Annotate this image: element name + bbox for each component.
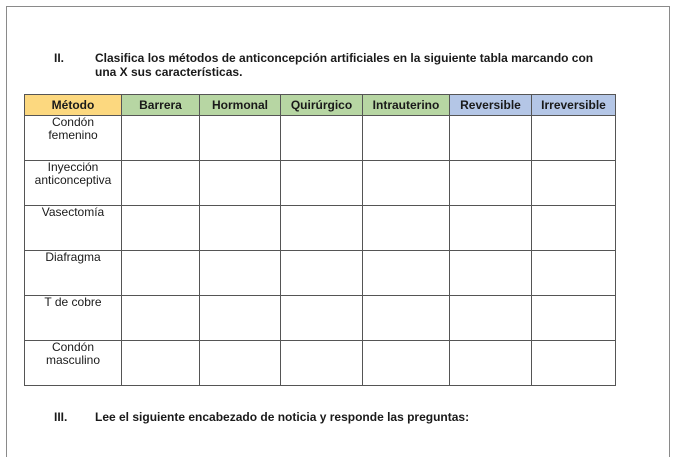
mark-cell[interactable] — [281, 161, 363, 206]
mark-cell[interactable] — [532, 206, 616, 251]
row-label — [25, 161, 122, 206]
row-label-text: Condón femenino — [48, 115, 98, 142]
mark-cell[interactable] — [532, 296, 616, 341]
table-row — [25, 251, 616, 296]
mark-cell[interactable] — [450, 341, 532, 386]
row-label-text: Diafragma — [45, 250, 101, 264]
header-irreversible: Irreversible — [532, 95, 616, 116]
mark-cell[interactable] — [450, 296, 532, 341]
header-intrauterino: Intrauterino — [363, 95, 450, 116]
mark-cell[interactable] — [532, 116, 616, 161]
mark-cell[interactable] — [200, 296, 281, 341]
mark-cell[interactable] — [281, 116, 363, 161]
mark-cell[interactable] — [532, 341, 616, 386]
mark-cell[interactable] — [122, 251, 200, 296]
section-iii-text: Lee el siguiente encabezado de noticia y responde las preguntas: — [95, 410, 470, 424]
mark-cell[interactable] — [450, 161, 532, 206]
mark-cell[interactable] — [450, 116, 532, 161]
section-iii-number: III. — [54, 410, 68, 424]
mark-cell[interactable] — [281, 296, 363, 341]
row-label — [25, 341, 122, 386]
mark-cell[interactable] — [363, 251, 450, 296]
row-label — [25, 296, 122, 341]
mark-cell[interactable] — [450, 206, 532, 251]
table-row — [25, 206, 616, 251]
header-barrera: Barrera — [122, 95, 200, 116]
mark-cell[interactable] — [363, 206, 450, 251]
header-reversible: Reversible — [450, 95, 532, 116]
table-row — [25, 161, 616, 206]
mark-cell[interactable] — [363, 296, 450, 341]
mark-cell[interactable] — [122, 116, 200, 161]
section-ii-text-line2: una X sus características. — [95, 65, 243, 79]
row-label-text: T de cobre — [44, 295, 102, 309]
mark-cell[interactable] — [122, 296, 200, 341]
row-label-text: Vasectomía — [41, 205, 105, 219]
mark-cell[interactable] — [281, 341, 363, 386]
contraception-methods-table — [24, 94, 616, 386]
document-page — [6, 6, 670, 457]
mark-cell[interactable] — [200, 251, 281, 296]
mark-cell[interactable] — [200, 116, 281, 161]
header-quirurgico: Quirúrgico — [281, 95, 363, 116]
row-label — [25, 251, 122, 296]
mark-cell[interactable] — [200, 206, 281, 251]
mark-cell[interactable] — [200, 341, 281, 386]
mark-cell[interactable] — [281, 206, 363, 251]
mark-cell[interactable] — [363, 116, 450, 161]
mark-cell[interactable] — [450, 251, 532, 296]
mark-cell[interactable] — [200, 161, 281, 206]
mark-cell[interactable] — [532, 251, 616, 296]
table-row — [25, 296, 616, 341]
section-iii-instruction — [54, 410, 654, 426]
section-ii-number: II. — [54, 51, 65, 65]
row-label-text: Condón masculino — [45, 340, 101, 367]
mark-cell[interactable] — [122, 206, 200, 251]
mark-cell[interactable] — [363, 341, 450, 386]
mark-cell[interactable] — [281, 251, 363, 296]
section-ii-instruction — [54, 51, 654, 81]
table-row — [25, 116, 616, 161]
mark-cell[interactable] — [122, 341, 200, 386]
row-label-text: Inyección anticonceptiva — [34, 160, 112, 187]
header-metodo: Método — [25, 95, 122, 116]
row-label — [25, 116, 122, 161]
table-row — [25, 341, 616, 386]
mark-cell[interactable] — [363, 161, 450, 206]
mark-cell[interactable] — [122, 161, 200, 206]
section-ii-text-line1: Clasifica los métodos de anticoncepción artificiales en la siguiente tabla marcando con — [95, 51, 594, 65]
mark-cell[interactable] — [532, 161, 616, 206]
header-hormonal: Hormonal — [200, 95, 281, 116]
table-header-row — [25, 95, 616, 116]
row-label — [25, 206, 122, 251]
